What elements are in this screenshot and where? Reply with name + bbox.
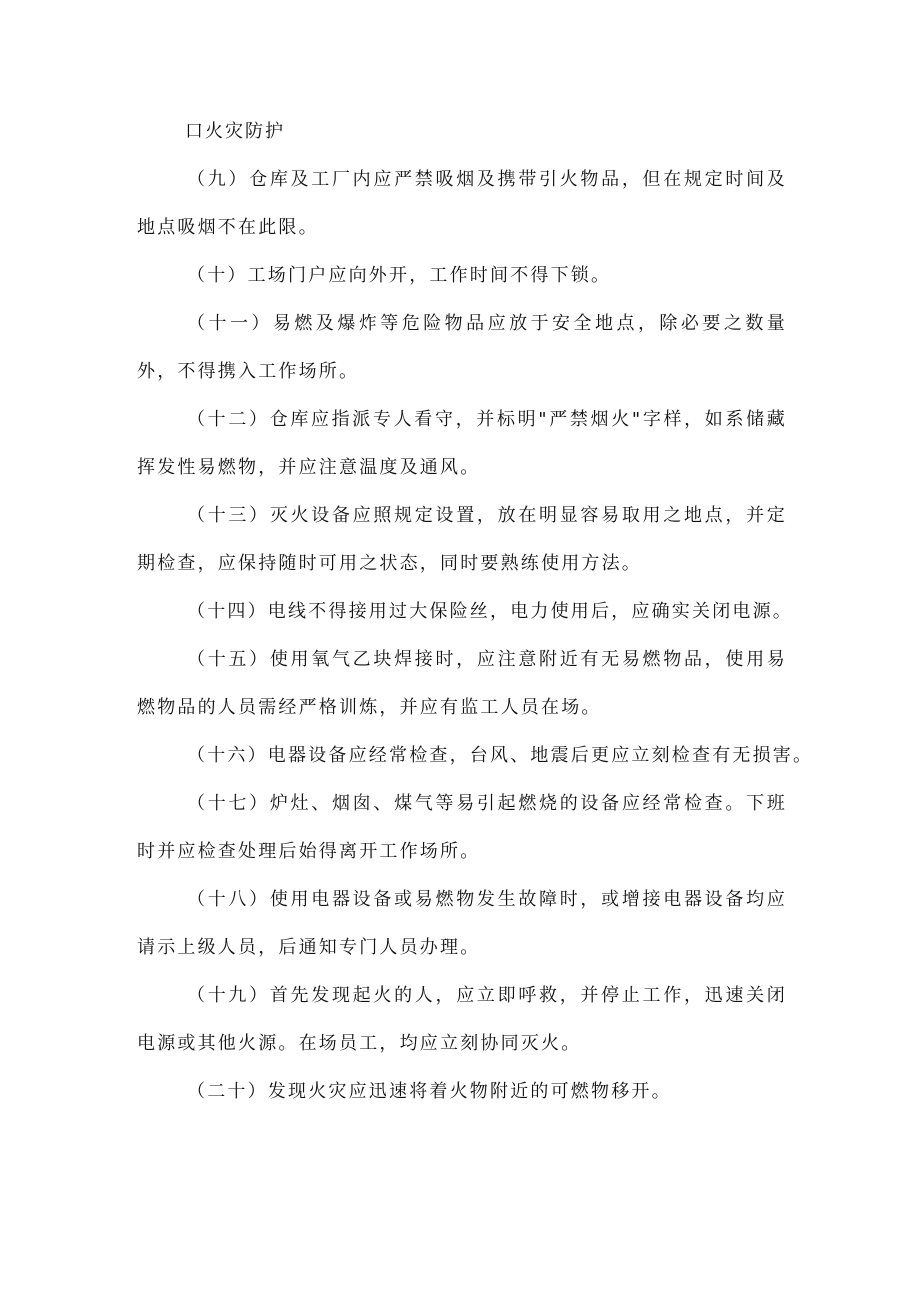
clause-18: （十八）使用电器设备或易燃物发生故障时，或增接电器设备均应请示上级人员，后通知专门人员办理。 [137,889,787,958]
clause-16: （十六）电器设备应经常检查，台风、地震后更应立刻检查有无损害。 [187,745,814,766]
document-body [137,108,814,1116]
clause-12: （十二）仓库应指派专人看守，并标明"严禁烟火"字样，如系储藏挥发性易燃物，并应注意温度及通风。 [137,409,787,478]
clause-17: （十七）炉灶、烟囱、煤气等易引起燃烧的设备应经常检查。下班时并应检查处理后始得离开工作场所。 [137,793,787,862]
section-heading: 口火灾防护 [185,121,285,142]
clause-15: （十五）使用氧气乙块焊接时，应注意附近有无易燃物品，使用易燃物品的人员需经严格训炼，并应有监工人员在场。 [137,649,787,718]
clause-19: （十九）首先发现起火的人，应立即呼救，并停止工作，迅速关闭电源或其他火源。在场员工，均应立刻协同灭火。 [137,985,787,1054]
clause-11: （十一）易燃及爆炸等危险物品应放于安全地点，除必要之数量外，不得携入工作场所。 [137,313,787,382]
clause-13: （十三）灭火设备应照规定设置，放在明显容易取用之地点，并定期检查，应保持随时可用之状态，同时要熟练使用方法。 [137,505,787,574]
clause-9: （九）仓库及工厂内应严禁吸烟及携带引火物品，但在规定时间及地点吸烟不在此限。 [137,169,787,238]
clause-20: （二十）发现火灾应迅速将着火物附近的可燃物移开。 [187,1081,672,1102]
clause-14: （十四）电线不得接用过大保险丝，电力使用后，应确实关闭电源。 [187,601,793,622]
clause-10: （十）工场门户应向外开，工作时间不得下锁。 [187,265,612,286]
